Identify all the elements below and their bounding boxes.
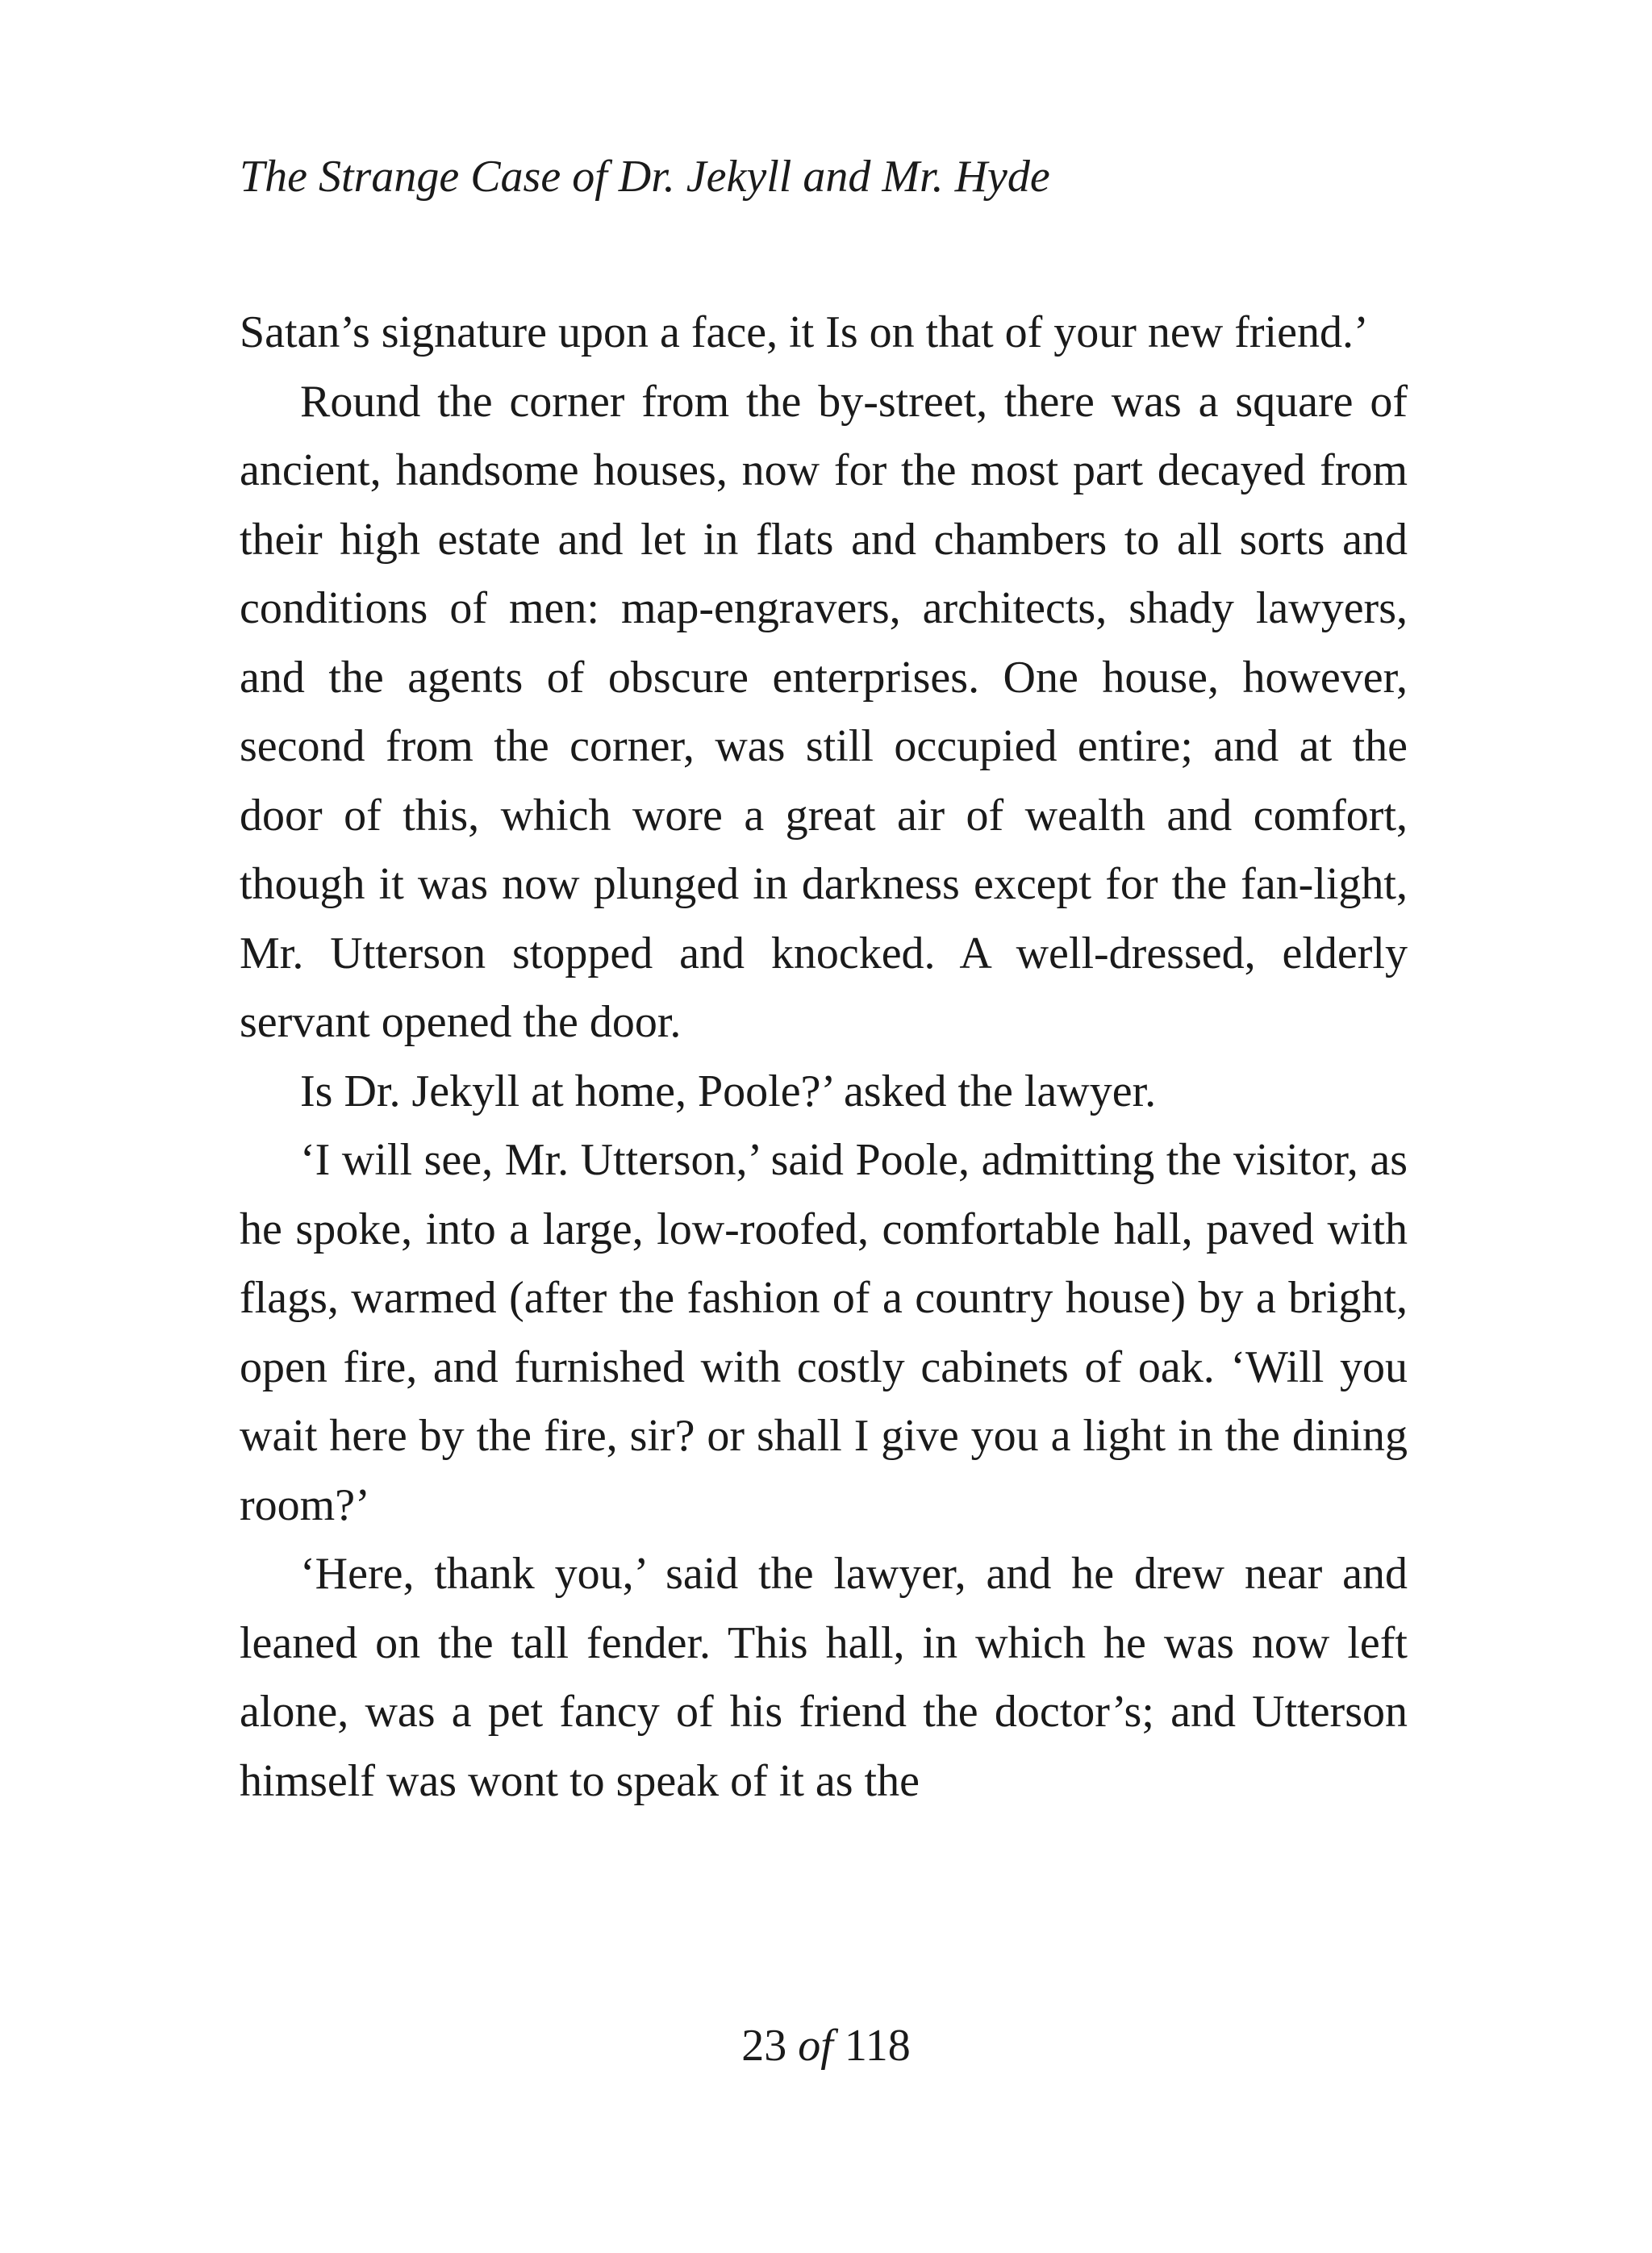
paragraph: ‘Here, thank you,’ said the lawyer, and he drew near and leaned on the tall fender. This hall, in which he was now left alone, was a pet fancy of his friend the doctor’s; and Utterson himself was wont to speak of it as the [240, 1549, 1408, 1806]
running-title: The Strange Case of Dr. Jekyll and Mr. Hyde [240, 152, 1050, 202]
page-number [0, 2017, 1652, 2075]
page-current: 23 [741, 2021, 787, 2071]
paragraph: ‘I will see, Mr. Utterson,’ said Poole, admitting the visitor, as he spoke, into a large, low-roofed, comfortable hall, paved with flags, warmed (after the fashion of a country house) by a bright, open fire, and furnished with costly cabinets of oak. ‘Will you wait here by the fire, sir? or shall I give you a light in the dining room?’ [240, 1135, 1408, 1530]
paragraph: Round the corner from the by-street, there was a square of ancient, handsome houses, now for the most part decayed from their high estate and let in flats and chambers to all sorts and conditions of men: map-engravers, architects, shady lawyers, and the agents of obscure enterprises. One house, however, second from the corner, was still occupied entire; and at the door of this, which wore a great air of wealth and comfort, though it was now plunged in darkness except for the fan-light, Mr. Utterson stopped and knocked. A well-dressed, elderly servant opened the door. [240, 376, 1408, 1047]
body-text [240, 298, 1408, 1816]
paragraph: Is Dr. Jekyll at home, Poole?’ asked the lawyer. [300, 1066, 1157, 1116]
page-of-label: of [798, 2021, 833, 2071]
paragraph: Satan’s signature upon a face, it Is on that of your new friend.’ [240, 307, 1369, 357]
page-total: 118 [844, 2021, 911, 2071]
